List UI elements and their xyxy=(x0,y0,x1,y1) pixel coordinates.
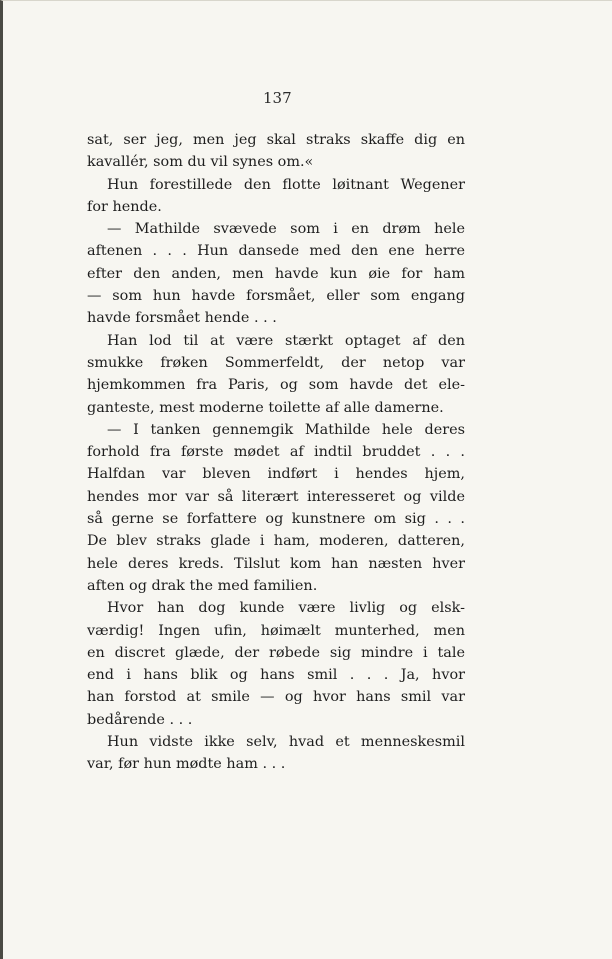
text-line: Halfdan var bleven indført i hendes hjem, xyxy=(87,466,465,483)
text-line: så gerne se forfattere og kunstnere om sig . . . xyxy=(87,511,465,528)
text-line: — Mathilde svævede som i en drøm hele xyxy=(107,221,465,238)
text-line: var, før hun mødte ham . . . xyxy=(87,756,286,773)
text-line: Hvor han dog kunde være livlig og elsk- xyxy=(107,600,465,617)
text-line: hjemkommen fra Paris, og som havde det ele- xyxy=(87,377,465,394)
text-line: sat, ser jeg, men jeg skal straks skaffe dig en xyxy=(87,132,465,148)
text-line: Hun forestillede den flotte løitnant Wegener xyxy=(107,176,465,193)
text-line: efter den anden, men havde kun øie for ham xyxy=(87,265,465,282)
text-line: for hende. xyxy=(87,198,162,215)
body-text xyxy=(87,129,465,776)
text-line: — som hun havde forsmået, eller som engang xyxy=(87,288,465,305)
text-line: kavallér, som du vil synes om.« xyxy=(87,154,314,171)
text-line: hele deres kreds. Tilslut kom han næsten hver xyxy=(87,555,465,572)
text-line: De blev straks glade i ham, moderen, datteren, xyxy=(87,533,465,550)
text-line: en discret glæde, der røbede sig mindre i tale xyxy=(87,644,465,661)
text-line: han forstod at smile — og hvor hans smil var xyxy=(87,689,465,706)
text-line: — I tanken gennemgik Mathilde hele deres xyxy=(107,421,465,438)
text-line: smukke frøken Sommerfeldt, der netop var xyxy=(87,354,465,371)
text-line: forhold fra første mødet af indtil bruddet . . . xyxy=(87,444,465,461)
text-line: havde forsmået hende . . . xyxy=(87,310,277,327)
text-line: Han lod til at være stærkt optaget af den xyxy=(107,332,465,349)
text-line: hendes mor var så literært interesseret og vilde xyxy=(87,488,465,505)
text-line: aften og drak the med familien. xyxy=(87,577,318,594)
page-number: 137 xyxy=(263,89,292,107)
text-line: ganteste, mest moderne toilette af alle damerne. xyxy=(87,399,444,416)
text-line: værdig! Ingen ufin, høimælt munterhed, men xyxy=(87,622,465,639)
text-line: bedårende . . . xyxy=(87,711,193,728)
text-line: aftenen . . . Hun dansede med den ene herre xyxy=(87,243,465,260)
text-line: end i hans blik og hans smil . . . Ja, hvor xyxy=(87,667,465,684)
text-line: Hun vidste ikke selv, hvad et menneskesmil xyxy=(107,734,465,751)
